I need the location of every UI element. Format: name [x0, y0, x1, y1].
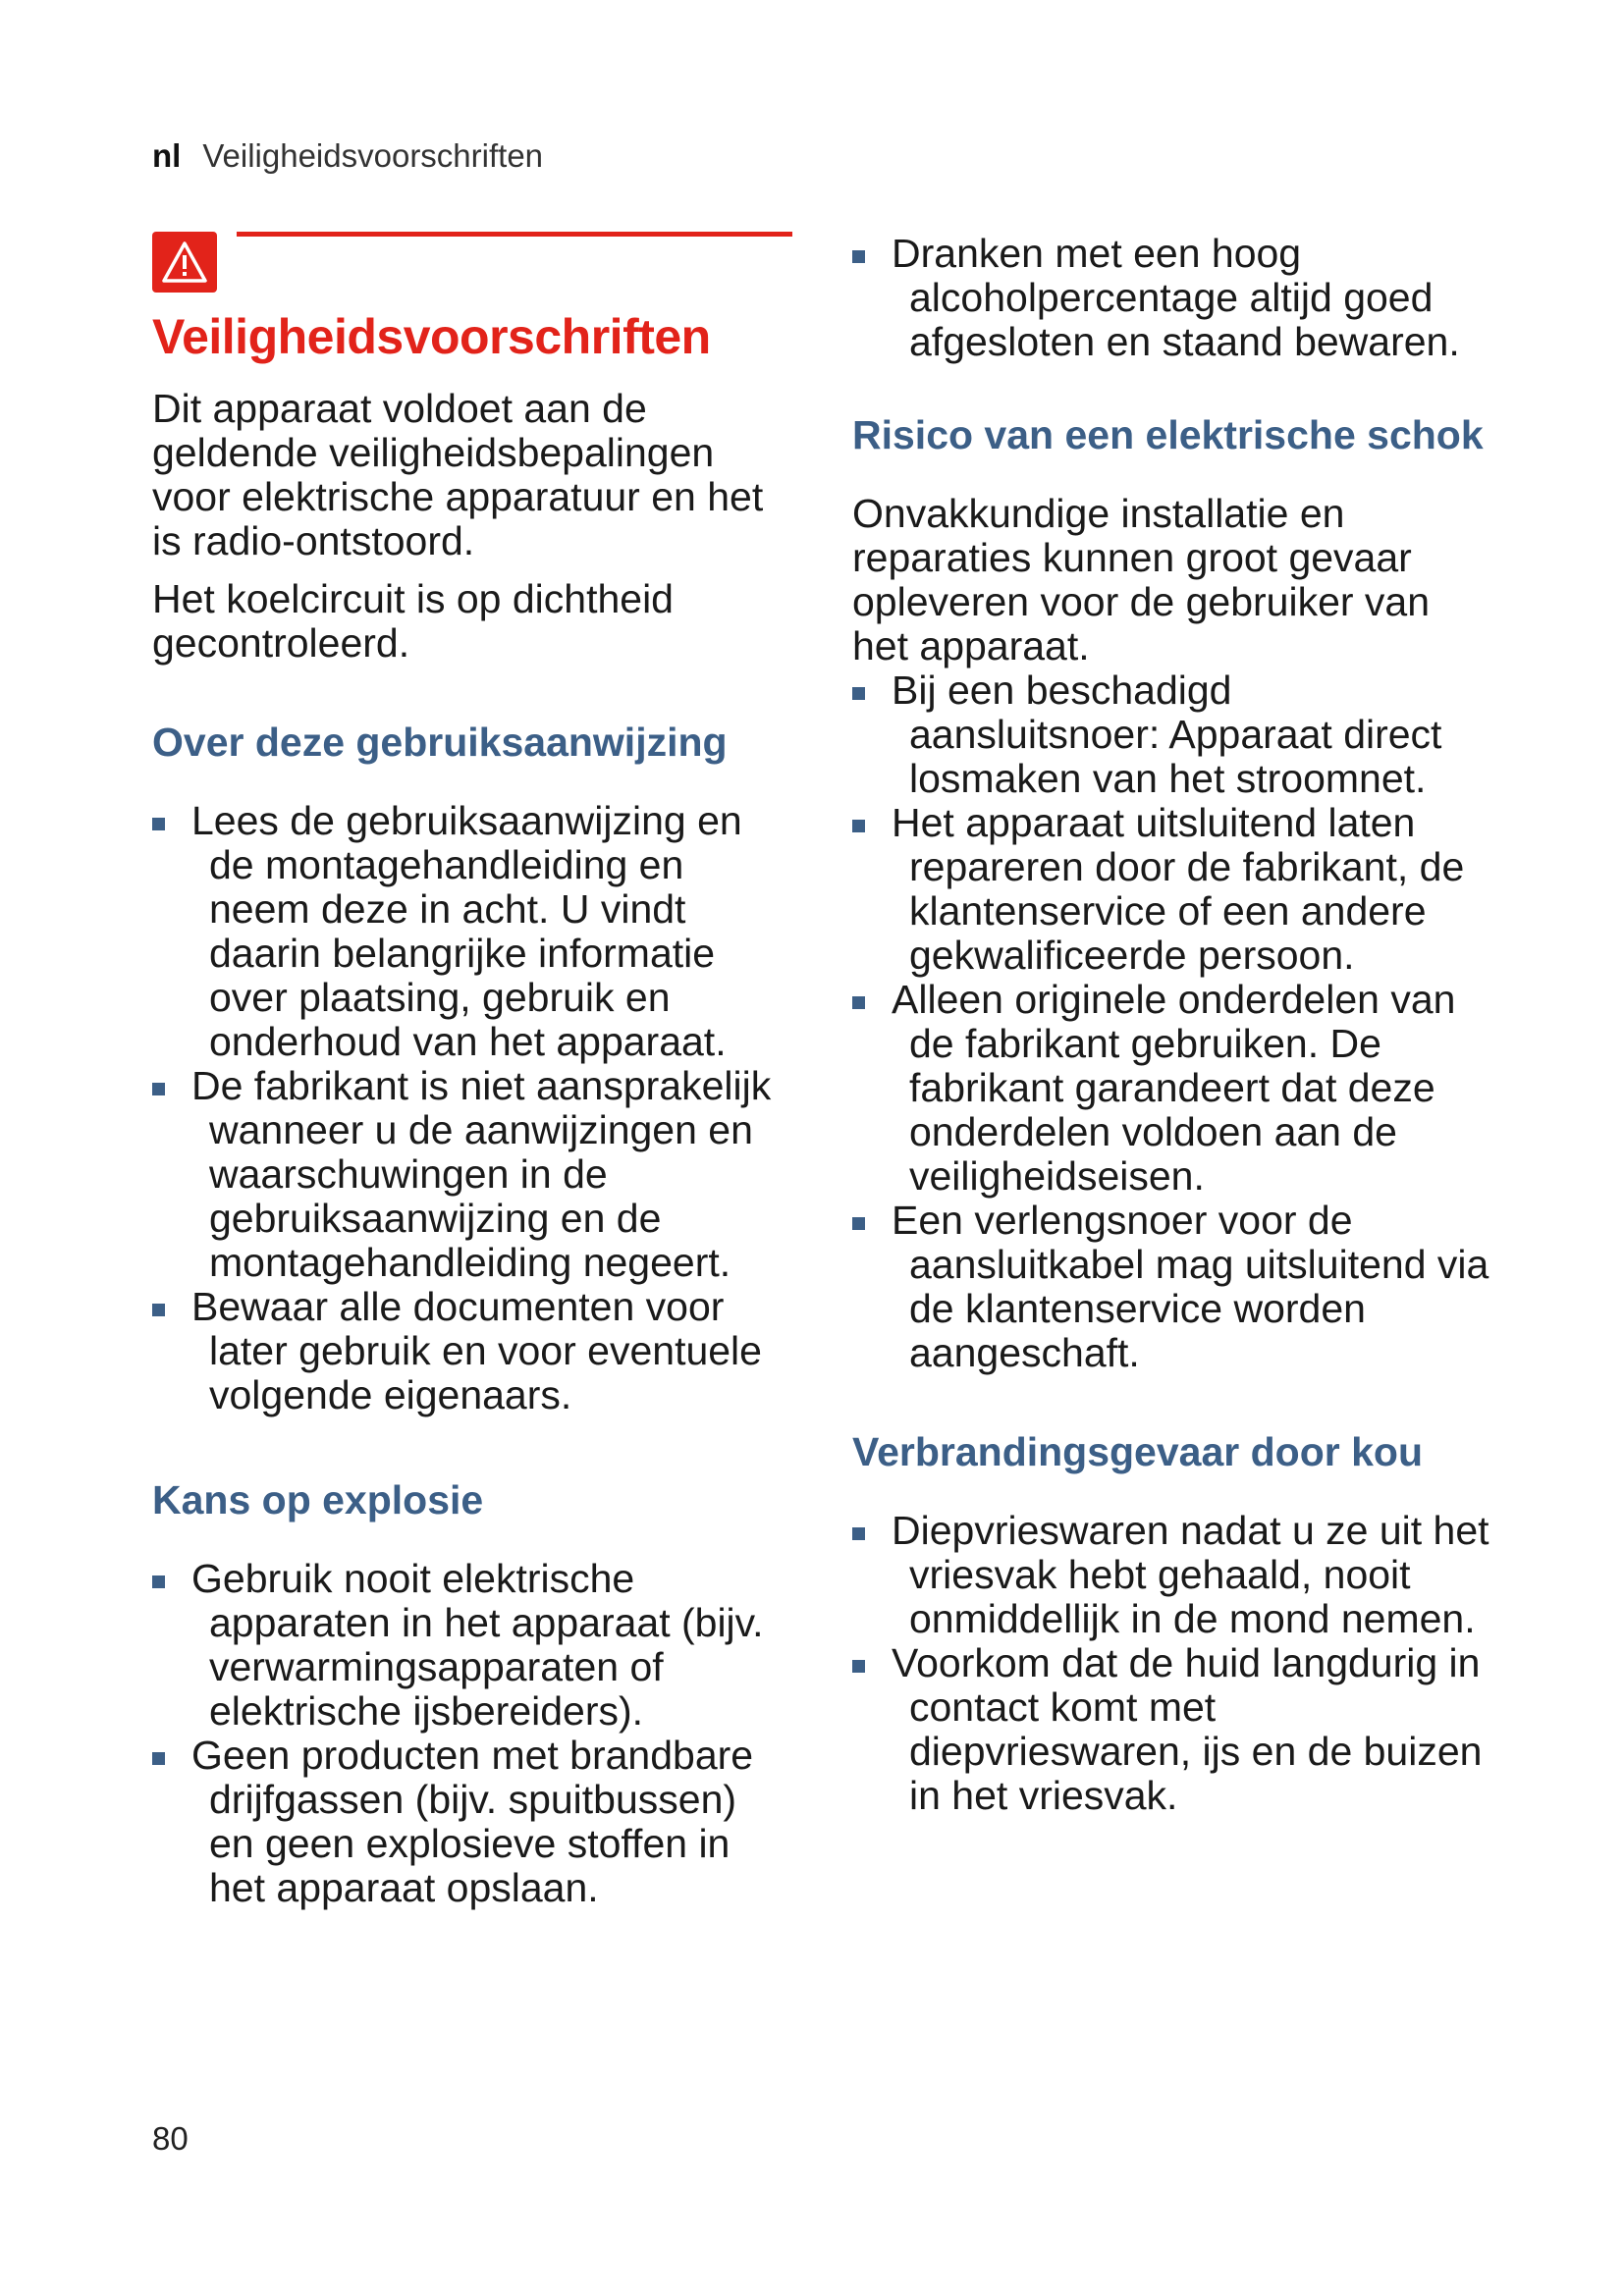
list-item: Bij een beschadigd aansluitsnoer: Apparaat direct losmaken van het stroomnet. — [852, 668, 1490, 801]
section-heading-shock: Risico van een elektrische schok — [852, 412, 1484, 457]
section-heading-cold: Verbrandingsgevaar door kou — [852, 1429, 1423, 1474]
bullet-icon — [852, 1527, 865, 1540]
section-heading-manual: Over deze gebruiksaanwijzing — [152, 720, 728, 765]
cold-list — [852, 1509, 1490, 1818]
list-item: Geen producten met brandbare drijfgassen (bijv. spuitbussen) en geen explosieve stoffen in het apparaat opslaan. — [152, 1734, 790, 1910]
bullet-icon — [852, 687, 865, 700]
bullet-icon — [852, 996, 865, 1009]
manual-list — [152, 799, 790, 1417]
list-item: Dranken met een hoog alcoholpercentage altijd goed afgesloten en staand bewaren. — [852, 232, 1490, 364]
page-title: Veiligheidsvoorschriften — [152, 309, 711, 364]
bullet-icon — [152, 1752, 165, 1765]
explosion-list — [152, 1557, 790, 1910]
page-header — [152, 137, 543, 175]
bullet-icon — [852, 250, 865, 263]
right-column — [852, 232, 1490, 1818]
list-item: Gebruik nooit elektrische apparaten in het apparaat (bijv. verwarmingsapparaten of elektrische ijsbereiders). — [152, 1557, 790, 1734]
shock-list — [852, 668, 1490, 1375]
list-item: Het apparaat uitsluitend laten repareren door de fabrikant, de klantenservice of een andere gekwalificeerde persoon. — [852, 801, 1490, 978]
bullet-icon — [152, 818, 165, 830]
list-item: Diepvrieswaren nadat u ze uit het vriesvak hebt gehaald, nooit onmiddellijk in de mond nemen. — [852, 1509, 1490, 1641]
left-column — [152, 232, 790, 1910]
bullet-icon — [852, 1660, 865, 1673]
bullet-icon — [852, 820, 865, 832]
header-section: Veiligheidsvoorschriften — [202, 137, 544, 174]
bullet-icon — [152, 1575, 165, 1588]
bullet-icon — [852, 1217, 865, 1230]
intro-paragraph-1: Dit apparaat voldoet aan de geldende veiligheidsbepalingen voor elektrische apparatuur en het is radio-ontstoord. — [152, 386, 764, 563]
shock-intro: Onvakkundige installatie en reparaties kunnen groot gevaar opleveren voor de gebruiker van het apparaat. — [852, 491, 1431, 668]
list-item: Een verlengsnoer voor de aansluitkabel mag uitsluitend via de klantenservice worden aangeschaft. — [852, 1199, 1490, 1375]
list-item: De fabrikant is niet aansprakelijk wanneer u de aanwijzingen en waarschuwingen in de gebruiksaanwijzing en de montagehandleiding negeert. — [152, 1064, 790, 1285]
list-item: Alleen originele onderdelen van de fabrikant gebruiken. De fabrikant garandeert dat deze onderdelen voldoen aan de veiligheidseisen. — [852, 978, 1490, 1199]
list-item: Bewaar alle documenten voor later gebruik en voor eventuele volgende eigenaars. — [152, 1285, 790, 1417]
warning-triangle-icon — [152, 232, 217, 293]
language-code: nl — [152, 137, 182, 174]
warning-row — [152, 232, 790, 293]
section-heading-explosion: Kans op explosie — [152, 1477, 484, 1522]
title-rule — [237, 232, 792, 237]
explosion-list-continued — [852, 232, 1490, 364]
intro-paragraph-2: Het koelcircuit is op dichtheid gecontroleerd. — [152, 576, 674, 666]
bullet-icon — [152, 1083, 165, 1095]
bullet-icon — [152, 1304, 165, 1316]
list-item: Voorkom dat de huid langdurig in contact komt met diepvrieswaren, ijs en de buizen in het vriesvak. — [852, 1641, 1490, 1818]
page-number: 80 — [152, 2120, 189, 2157]
list-item: Lees de gebruiksaanwijzing en de montagehandleiding en neem deze in acht. U vindt daarin belangrijke informatie over plaatsing, gebruik en onderhoud van het apparaat. — [152, 799, 790, 1064]
